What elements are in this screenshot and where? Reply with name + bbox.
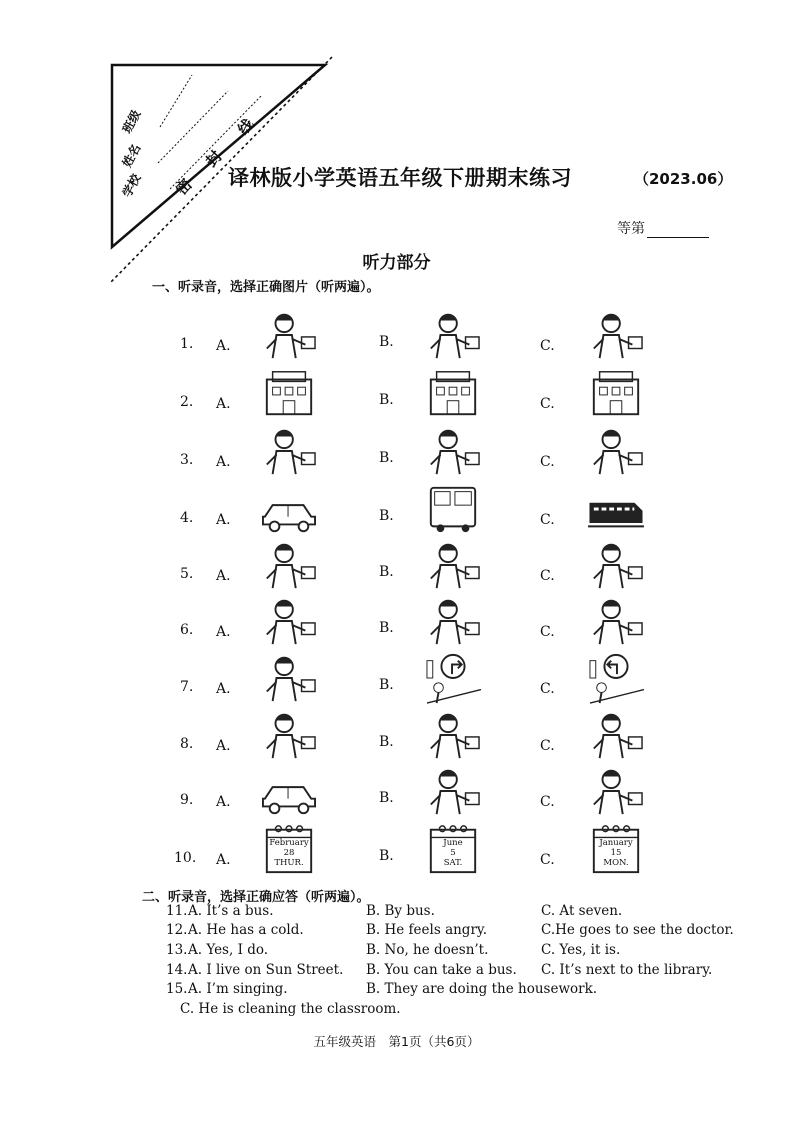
seal-char-1: 密 (172, 175, 196, 199)
answer-option-b[interactable]: B. You can take a bus. (366, 962, 517, 978)
answer-option-b[interactable]: B. He feels angry. (366, 922, 488, 938)
question-number: 11. (166, 903, 188, 919)
option-letter[interactable]: B. (379, 334, 394, 350)
question-number: 7. (180, 679, 194, 695)
page-footer: 五年级英语 第1页（共6页） (313, 1034, 480, 1049)
family-home-icon[interactable] (258, 308, 320, 362)
option-letter[interactable]: A. (216, 454, 231, 470)
seal-char-3: 线 (234, 115, 258, 139)
family-car-icon[interactable] (258, 764, 320, 818)
option-letter[interactable]: A. (216, 624, 231, 640)
option-letter[interactable]: C. (540, 454, 555, 470)
grade-field[interactable] (617, 218, 709, 238)
picture-question-row (0, 312, 793, 368)
answer-option-a[interactable]: A. It’s a bus. (188, 903, 274, 919)
option-letter[interactable]: B. (379, 564, 394, 580)
grade-label: 等第 (617, 221, 645, 237)
question-number: 15. (166, 981, 188, 997)
option-letter[interactable]: B. (379, 620, 394, 636)
turn-right-sign-icon[interactable] (422, 651, 484, 705)
train-icon[interactable] (585, 482, 647, 536)
question-number: 4. (180, 510, 194, 526)
seal-char-2: 封 (202, 147, 226, 171)
option-letter[interactable]: C. (540, 396, 555, 412)
option-letter[interactable]: B. (379, 392, 394, 408)
calendar-day: 28 (283, 848, 295, 858)
girl-cycling-icon[interactable] (422, 424, 484, 478)
boy-food-icon[interactable] (422, 538, 484, 592)
boy-kite-icon[interactable] (585, 424, 647, 478)
option-letter[interactable]: C. (540, 738, 555, 754)
calendar-weekday: SAT. (443, 858, 463, 868)
option-letter[interactable]: B. (379, 677, 394, 693)
girl-computer-icon[interactable] (258, 424, 320, 478)
calendar-day: 5 (450, 848, 456, 858)
option-letter[interactable]: A. (216, 738, 231, 754)
parent-child-icon[interactable] (422, 764, 484, 818)
answer-option-c[interactable]: C. He is cleaning the classroom. (180, 1001, 401, 1017)
answer-option-a[interactable]: A. He has a cold. (188, 922, 304, 938)
boy-sun-icon[interactable] (585, 538, 647, 592)
picture-question-row (0, 428, 793, 484)
part1-instruction: 一、听录音，选择正确图片（听两遍）。 (152, 280, 380, 295)
street-crossing-icon[interactable] (258, 651, 320, 705)
bus-icon[interactable] (422, 482, 484, 536)
calendar-month: June (443, 838, 463, 848)
option-letter[interactable]: A. (216, 568, 231, 584)
calendar-weekday: THUR. (274, 858, 304, 868)
option-letter[interactable]: B. (379, 734, 394, 750)
answer-option-c[interactable]: C. It’s next to the library. (541, 962, 713, 978)
question-number: 10. (174, 850, 197, 866)
picture-question-row (0, 542, 793, 598)
class-label: 班级 (119, 107, 144, 136)
grade-blank[interactable] (647, 223, 709, 238)
boy-fever-icon[interactable] (422, 594, 484, 648)
question-number: 9. (180, 792, 194, 808)
answer-option-a[interactable]: A. I’m singing. (188, 981, 288, 997)
picture-question-row (0, 826, 793, 882)
option-letter[interactable]: A. (216, 512, 231, 528)
cinema-building-icon[interactable] (422, 366, 484, 420)
picture-question-row (0, 598, 793, 654)
calendar-date-text (430, 838, 476, 868)
picture-question-row (0, 712, 793, 768)
answer-option-a[interactable]: A. I live on Sun Street. (188, 962, 344, 978)
option-letter[interactable]: A. (216, 396, 231, 412)
boy-headache-icon[interactable] (258, 594, 320, 648)
cooking-scene-icon[interactable] (422, 308, 484, 362)
question-number: 6. (180, 622, 194, 638)
option-letter[interactable]: B. (379, 450, 394, 466)
boy-tv-icon[interactable] (585, 708, 647, 762)
picture-question-row (0, 655, 793, 711)
calendar-day: 15 (610, 848, 622, 858)
calendar-month: February (269, 838, 309, 848)
option-letter[interactable]: A. (216, 681, 231, 697)
girl-sweeping-icon[interactable] (585, 308, 647, 362)
name-label: 姓名 (119, 141, 144, 170)
answer-option-b[interactable]: B. They are doing the housework. (366, 981, 598, 997)
answer-option-b[interactable]: B. By bus. (366, 903, 435, 919)
shop-building-icon[interactable] (258, 366, 320, 420)
exam-date: （2023.06） (634, 170, 733, 188)
question-number: 2. (180, 394, 194, 410)
calendar-weekday: MON. (603, 858, 629, 868)
answer-option-a[interactable]: A. Yes, I do. (188, 942, 269, 958)
turn-left-sign-icon[interactable] (585, 651, 647, 705)
section-title: 听力部分 (362, 253, 431, 273)
boy-toothache-icon[interactable] (585, 594, 647, 648)
school-label: 学校 (119, 171, 144, 200)
calendar-icon[interactable] (258, 822, 320, 876)
answer-option-c[interactable]: C.He goes to see the doctor. (541, 922, 734, 938)
option-letter[interactable]: C. (540, 338, 555, 354)
question-number: 12. (166, 922, 188, 938)
picture-question-row (0, 768, 793, 824)
option-letter[interactable]: A. (216, 794, 231, 810)
question-number: 8. (180, 736, 194, 752)
taxi-icon[interactable] (258, 482, 320, 536)
option-letter[interactable]: C. (540, 852, 555, 868)
calendar-date-text (593, 838, 639, 868)
option-letter[interactable]: B. (379, 848, 394, 864)
bookshop-building-icon[interactable] (585, 366, 647, 420)
answer-option-c[interactable]: C. At seven. (541, 903, 623, 919)
picture-question-row (0, 370, 793, 426)
part2-instruction: 二、听录音，选择正确应答（听两遍）。 (142, 890, 370, 905)
girl-thinking-icon[interactable] (258, 538, 320, 592)
page-title: 译林版小学英语五年级下册期末练习 (228, 166, 572, 190)
question-number: 13. (166, 942, 188, 958)
people-table-icon[interactable] (258, 708, 320, 762)
calendar-date-text (266, 838, 312, 868)
picture-question-row (0, 486, 793, 542)
option-letter[interactable]: C. (540, 681, 555, 697)
option-letter[interactable]: C. (540, 568, 555, 584)
question-number: 3. (180, 452, 194, 468)
option-letter[interactable]: B. (379, 790, 394, 806)
answer-option-c[interactable]: C. Yes, it is. (541, 942, 621, 958)
option-letter[interactable]: B. (379, 508, 394, 524)
question-number: 14. (166, 962, 188, 978)
boy-cleaning-icon[interactable] (422, 708, 484, 762)
option-letter[interactable]: A. (216, 852, 231, 868)
calendar-icon[interactable] (422, 822, 484, 876)
calendar-month: January (599, 838, 633, 848)
calendar-icon[interactable] (585, 822, 647, 876)
option-letter[interactable]: A. (216, 338, 231, 354)
option-letter[interactable]: C. (540, 512, 555, 528)
family-dinner-icon[interactable] (585, 764, 647, 818)
option-letter[interactable]: C. (540, 794, 555, 810)
question-number: 1. (180, 336, 194, 352)
option-letter[interactable]: C. (540, 624, 555, 640)
question-number: 5. (180, 566, 194, 582)
answer-option-b[interactable]: B. No, he doesn’t. (366, 942, 489, 958)
